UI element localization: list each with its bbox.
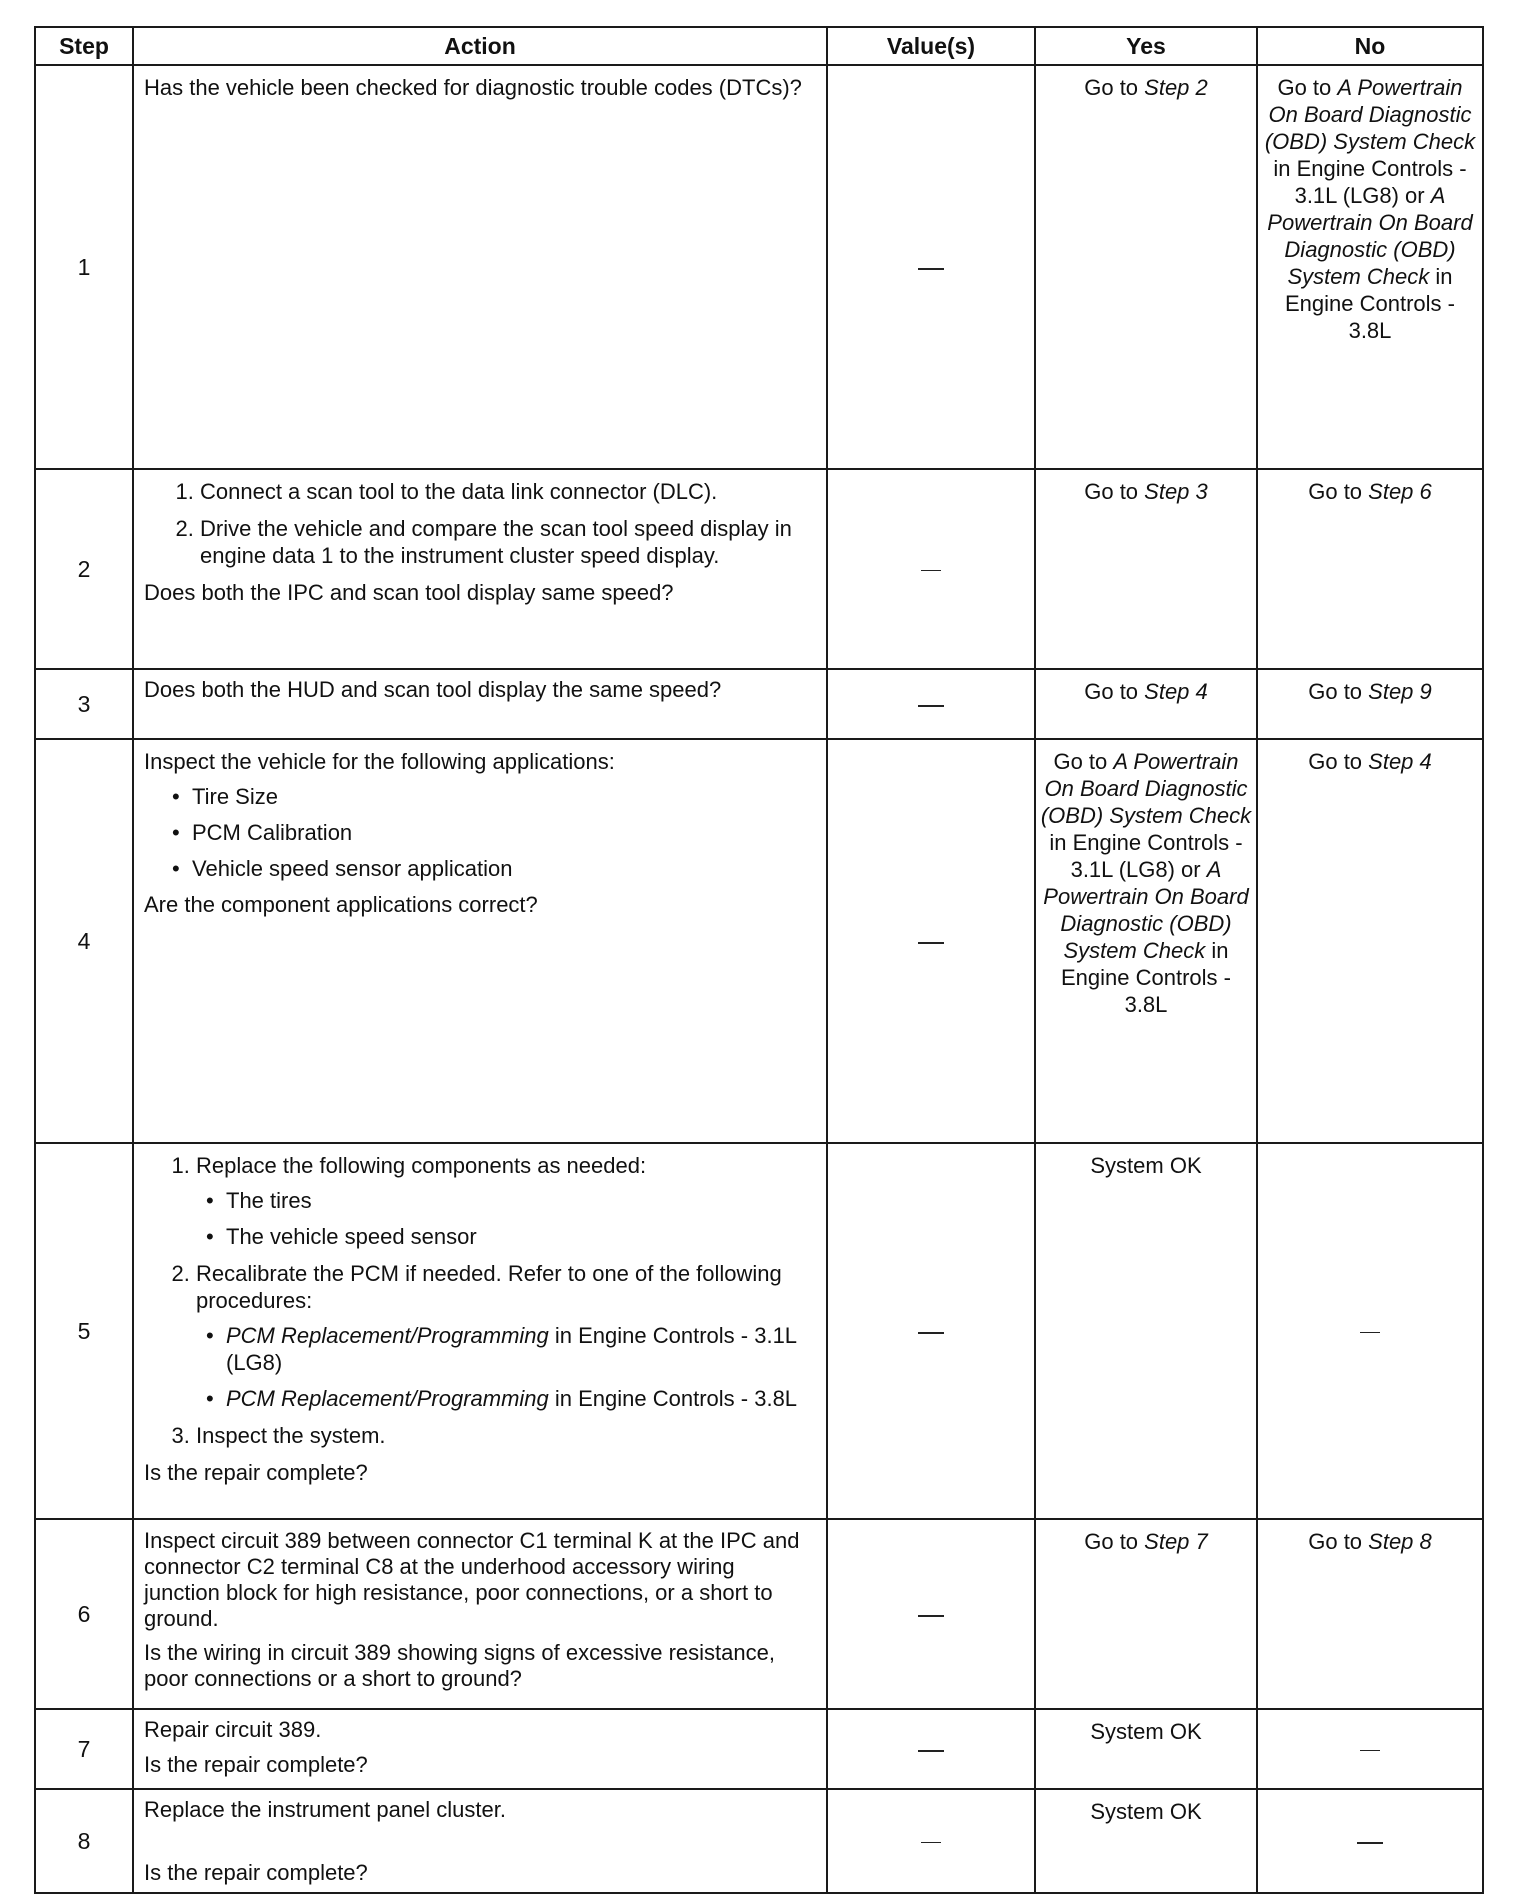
header-step: Step <box>35 27 133 65</box>
action-steps-list <box>144 478 816 569</box>
no-cell <box>1257 1709 1483 1789</box>
action-cell <box>133 65 827 469</box>
value-cell <box>827 1519 1035 1709</box>
value-cell <box>827 1709 1035 1789</box>
table-row <box>35 1519 1483 1709</box>
value-dash <box>918 705 944 707</box>
no-cell <box>1257 469 1483 669</box>
no-cell <box>1257 739 1483 1143</box>
diagnostic-table <box>34 26 1484 1894</box>
value-cell <box>827 469 1035 669</box>
value-dash <box>918 268 944 270</box>
table-row <box>35 1143 1483 1519</box>
list-item: • The tires <box>226 1187 816 1214</box>
yes-cell <box>1035 1519 1257 1709</box>
action-question: Has the vehicle been checked for diagnostic trouble codes (DTCs)? <box>144 75 802 100</box>
value-dash <box>921 1842 941 1843</box>
yes-result: System OK <box>1090 1719 1202 1744</box>
action-question: Are the component applications correct? <box>144 892 538 917</box>
value-cell <box>827 669 1035 739</box>
list-item: • Tire Size <box>192 783 816 810</box>
action-text: Repair circuit 389. <box>144 1717 322 1742</box>
yes-cell: Go to A Powertrain On Board Diagnostic (OBD) System Check in Engine Controls - 3.1L (LG8) or A Powertrain On Board Diagnostic (OBD) System Check in Engine Controls - 3.8L <box>1035 739 1257 1143</box>
action-question: Does both the HUD and scan tool display the same speed? <box>144 677 722 702</box>
no-goto[interactable]: Go to Step 6 <box>1308 479 1432 504</box>
value-cell <box>827 65 1035 469</box>
no-dash <box>1357 1842 1383 1844</box>
value-cell <box>827 1143 1035 1519</box>
table-row <box>35 469 1483 669</box>
value-cell <box>827 1789 1035 1893</box>
step-number: 1 <box>35 65 133 469</box>
header-no: No <box>1257 27 1483 65</box>
value-dash <box>918 1615 944 1617</box>
step-number: 2 <box>35 469 133 669</box>
yes-result: System OK <box>1090 1799 1202 1824</box>
yes-step-link[interactable]: Step 7 <box>1144 1529 1208 1554</box>
yes-goto[interactable]: Go to Step 7 <box>1084 1529 1208 1554</box>
list-item: • PCM Calibration <box>192 819 816 846</box>
action-intro: Inspect the vehicle for the following applications: <box>144 749 615 774</box>
no-obd-check-link[interactable]: A Powertrain On Board Diagnostic (OBD) System Check <box>1267 183 1473 289</box>
no-cell <box>1257 1789 1483 1893</box>
list-item: • PCM Replacement/Programming in Engine Controls - 3.1L (LG8) <box>226 1322 816 1376</box>
action-cell <box>133 739 827 1143</box>
yes-obd-check-link[interactable]: A Powertrain On Board Diagnostic (OBD) System Check <box>1040 749 1252 828</box>
action-question: Does both the IPC and scan tool display same speed? <box>144 580 674 605</box>
table-row <box>35 739 1483 1143</box>
table-row <box>35 669 1483 739</box>
action-text: Replace the instrument panel cluster. <box>144 1797 506 1822</box>
no-goto[interactable]: Go to Step 8 <box>1308 1529 1432 1554</box>
action-cell <box>133 469 827 669</box>
no-dash <box>1360 1750 1380 1751</box>
list-item: • Vehicle speed sensor application <box>192 855 816 882</box>
yes-result: System OK <box>1090 1153 1202 1178</box>
no-obd-check-link[interactable]: A Powertrain On Board Diagnostic (OBD) System Check <box>1264 75 1476 154</box>
yes-obd-check-link[interactable]: A Powertrain On Board Diagnostic (OBD) System Check <box>1043 857 1249 963</box>
step-number: 3 <box>35 669 133 739</box>
table-row <box>35 65 1483 469</box>
yes-goto[interactable]: Go to Step 3 <box>1084 479 1208 504</box>
yes-cell <box>1035 1143 1257 1519</box>
action-text: Inspect circuit 389 between connector C1 terminal K at the IPC and connector C2 terminal C8 at the underhood accessory wiring junction block for high resistance, poor connections, or a short to ground. <box>144 1528 800 1631</box>
list-item: 2. Recalibrate the PCM if needed. Refer to one of the following procedures: • PCM Replacement/Programming in Engine Controls - 3.1L (LG8) • PCM Replacement/Programming in Engine Controls - 3.8L <box>196 1260 816 1412</box>
action-question: Is the repair complete? <box>144 1460 368 1485</box>
action-question: Is the repair complete? <box>144 1860 368 1885</box>
no-goto[interactable]: Go to Step 4 <box>1308 749 1432 774</box>
no-goto[interactable]: Go to Step 9 <box>1308 679 1432 704</box>
table-row <box>35 1709 1483 1789</box>
no-cell <box>1257 669 1483 739</box>
action-steps-list <box>144 1152 816 1449</box>
no-cell: Go to A Powertrain On Board Diagnostic (OBD) System Check in Engine Controls - 3.1L (LG8) or A Powertrain On Board Diagnostic (OBD) System Check in Engine Controls - 3.8L <box>1257 65 1483 469</box>
value-dash <box>921 570 941 571</box>
action-cell <box>133 1519 827 1709</box>
action-cell <box>133 1143 827 1519</box>
value-dash <box>918 942 944 944</box>
step-number: 6 <box>35 1519 133 1709</box>
yes-cell <box>1035 65 1257 469</box>
value-cell <box>827 739 1035 1143</box>
list-item: 2. Drive the vehicle and compare the scan tool speed display in engine data 1 to the instrument cluster speed display. <box>200 515 816 569</box>
step-number: 7 <box>35 1709 133 1789</box>
no-step-link[interactable]: Step 8 <box>1368 1529 1432 1554</box>
procedures-list <box>196 1322 816 1412</box>
action-cell <box>133 669 827 739</box>
header-values: Value(s) <box>827 27 1035 65</box>
components-list <box>196 1187 816 1250</box>
value-dash <box>918 1750 944 1752</box>
action-cell <box>133 1789 827 1893</box>
yes-step-link[interactable]: Step 4 <box>1144 679 1208 704</box>
table-row <box>35 1789 1483 1893</box>
list-item: • PCM Replacement/Programming in Engine Controls - 3.8L <box>226 1385 816 1412</box>
yes-cell <box>1035 1789 1257 1893</box>
applications-list <box>144 783 816 882</box>
no-step-link[interactable]: Step 9 <box>1368 679 1432 704</box>
pcm-programming-link[interactable]: PCM Replacement/Programming <box>226 1386 549 1411</box>
list-item: 1. Replace the following components as needed: • The tires • The vehicle speed sensor <box>196 1152 816 1250</box>
step-number: 8 <box>35 1789 133 1893</box>
yes-goto[interactable]: Go to Step 2 <box>1084 75 1208 100</box>
header-yes: Yes <box>1035 27 1257 65</box>
action-question: Is the wiring in circuit 389 showing signs of excessive resistance, poor connections or a short to ground? <box>144 1640 775 1691</box>
no-step-link[interactable]: Step 4 <box>1368 749 1432 774</box>
header-action: Action <box>133 27 827 65</box>
yes-step-link[interactable]: Step 2 <box>1144 75 1208 100</box>
action-question: Is the repair complete? <box>144 1752 368 1777</box>
no-dash <box>1360 1332 1380 1333</box>
action-cell <box>133 1709 827 1789</box>
no-step-link[interactable]: Step 6 <box>1368 479 1432 504</box>
yes-step-link[interactable]: Step 3 <box>1144 479 1208 504</box>
step-number: 4 <box>35 739 133 1143</box>
list-item: 1. Connect a scan tool to the data link connector (DLC). <box>200 478 816 505</box>
yes-cell <box>1035 669 1257 739</box>
no-cell <box>1257 1143 1483 1519</box>
yes-goto[interactable]: Go to Step 4 <box>1084 679 1208 704</box>
yes-cell <box>1035 1709 1257 1789</box>
list-item: • The vehicle speed sensor <box>226 1223 816 1250</box>
yes-cell <box>1035 469 1257 669</box>
step-number: 5 <box>35 1143 133 1519</box>
pcm-programming-link[interactable]: PCM Replacement/Programming <box>226 1323 549 1348</box>
value-dash <box>918 1332 944 1334</box>
no-cell <box>1257 1519 1483 1709</box>
diagnostic-table-page <box>34 26 1482 1894</box>
list-item: 3. Inspect the system. <box>196 1422 816 1449</box>
header-row <box>35 27 1483 65</box>
